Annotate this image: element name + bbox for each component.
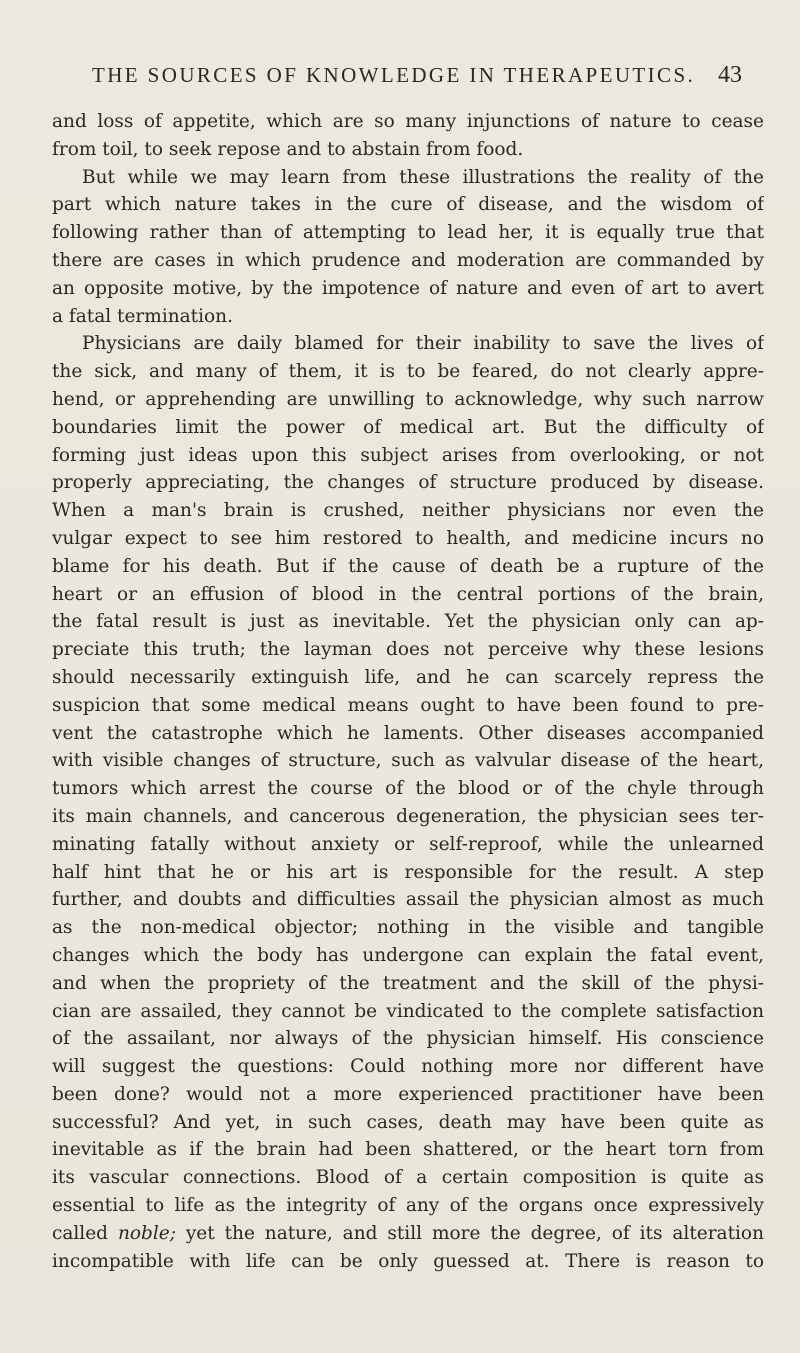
text-line: of the assailant, nor always of the physician himself. His conscience (52, 1028, 764, 1050)
text-line: will suggest the questions: Could nothing more nor different have (52, 1056, 764, 1078)
body-text (52, 108, 764, 1275)
text-line: blame for his death. But if the cause of death be a rupture of the (52, 555, 764, 577)
text-line: following rather than of attempting to lead her, it is equally true that (52, 222, 764, 244)
text-line: hend, or apprehending are unwilling to acknowledge, why such narrow (52, 388, 764, 410)
running-title: THE SOURCES OF KNOWLEDGE IN THERAPEUTICS. (92, 63, 696, 87)
text-line: minating fatally without anxiety or self-reproof, while the unlearned (52, 833, 764, 855)
text-line: changes which the body has undergone can explain the fatal event, (52, 944, 764, 966)
text-line: heart or an effusion of blood in the central portions of the brain, (52, 583, 764, 605)
text-line: from toil, to seek repose and to abstain from food. (52, 138, 524, 160)
text-line: vent the catastrophe which he laments. Other diseases accompanied (52, 722, 764, 744)
text-line: its main channels, and cancerous degeneration, the physician sees ter- (52, 805, 764, 827)
text-line: with visible changes of structure, such as valvular disease of the heart, (52, 750, 764, 772)
text-line: incompatible with life can be only guessed at. There is reason to (52, 1250, 764, 1272)
text-line: forming just ideas upon this subject arises from overlooking, or not (52, 444, 764, 466)
text-line: Physicians are daily blamed for their inability to save the lives of (82, 333, 764, 355)
text-line: preciate this truth; the layman does not perceive why these lesions (52, 639, 764, 661)
text-line (52, 1220, 764, 1248)
text-line: an opposite motive, by the impotence of nature and even of art to avert (52, 277, 764, 299)
running-head (92, 58, 742, 92)
text-line: the sick, and many of them, it is to be feared, do not clearly appre- (52, 361, 764, 383)
text-segment: yet the nature, and still more the degree, of its alteration (175, 1222, 764, 1244)
text-line: part which nature takes in the cure of disease, and the wisdom of (52, 194, 764, 216)
text-line: there are cases in which prudence and moderation are commanded by (52, 249, 764, 271)
text-line: But while we may learn from these illustrations the reality of the (82, 166, 764, 188)
text-line: the fatal result is just as inevitable. Yet the physician only can ap- (52, 611, 764, 633)
text-line: When a man's brain is crushed, neither physicians nor even the (52, 500, 764, 522)
text-line: tumors which arrest the course of the blood or of the chyle through (52, 778, 764, 800)
text-segment: called (52, 1222, 118, 1244)
text-line: vulgar expect to see him restored to health, and medicine incurs no (52, 527, 764, 549)
text-line: boundaries limit the power of medical art. But the difficulty of (52, 416, 764, 438)
italic-word: noble; (117, 1222, 176, 1244)
text-line: inevitable as if the brain had been shattered, or the heart torn from (52, 1139, 764, 1161)
text-line: and loss of appetite, which are so many injunctions of nature to cease (52, 111, 764, 132)
text-line: suspicion that some medical means ought to have been found to pre- (52, 694, 764, 716)
text-line: half hint that he or his art is responsible for the result. A step (52, 861, 764, 883)
text-line: as the non-medical objector; nothing in the visible and tangible (52, 917, 764, 939)
text-line: essential to life as the integrity of any of the organs once expressively (52, 1195, 764, 1217)
text-line: should necessarily extinguish life, and he can scarcely repress the (52, 666, 764, 688)
text-line: and when the propriety of the treatment and the skill of the physi- (52, 972, 764, 994)
text-line: successful? And yet, in such cases, death may have been quite as (52, 1111, 764, 1133)
text-line: its vascular connections. Blood of a certain composition is quite as (52, 1167, 764, 1189)
text-line: been done? would not a more experienced practitioner have been (52, 1083, 764, 1105)
text-line: a fatal termination. (52, 305, 233, 327)
text-line: cian are assailed, they cannot be vindicated to the complete satisfaction (52, 1000, 764, 1022)
page-number: 43 (718, 62, 742, 88)
text-line: further, and doubts and difficulties assail the physician almost as much (52, 889, 764, 911)
text-line: properly appreciating, the changes of structure produced by disease. (52, 472, 764, 494)
